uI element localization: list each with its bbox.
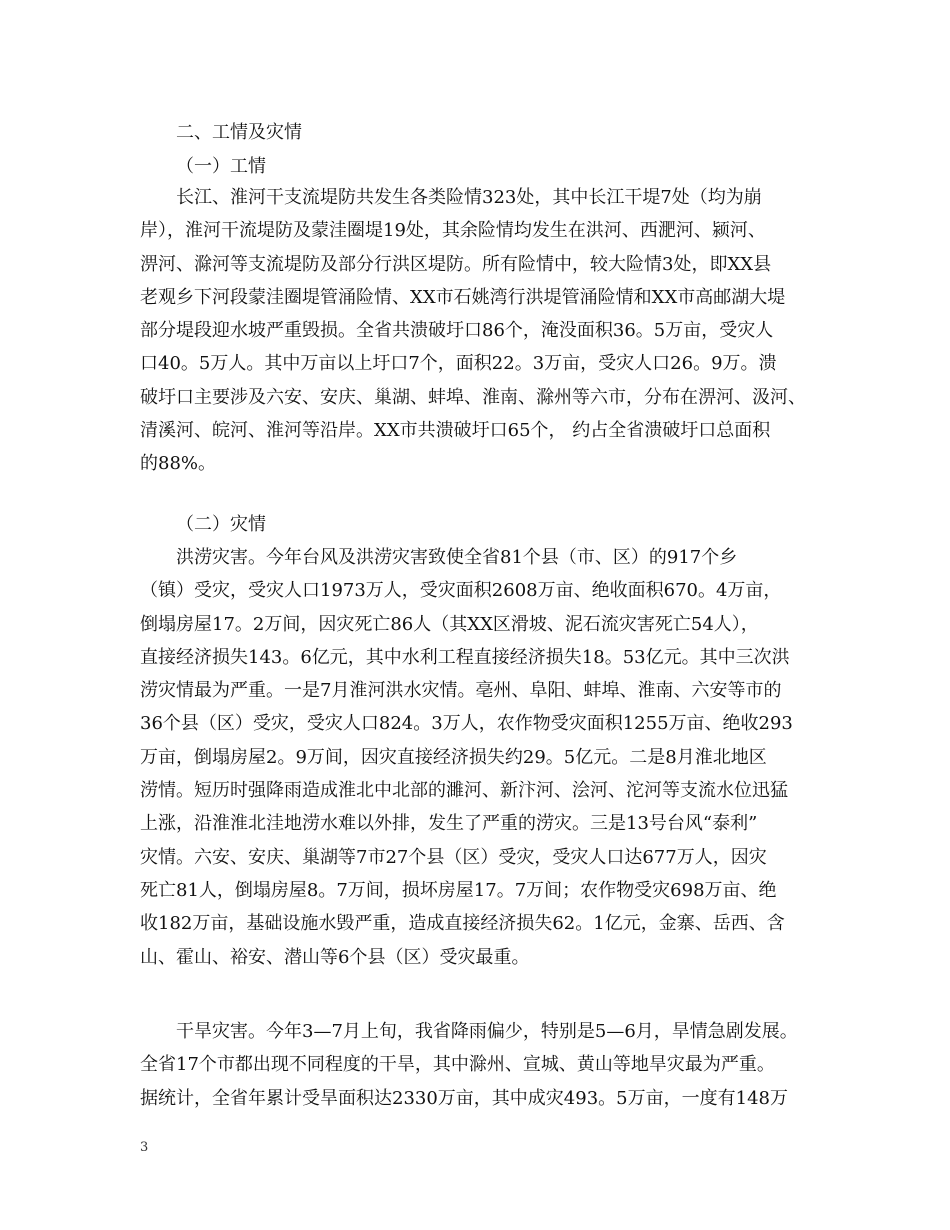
paragraph-work-conditions [140, 181, 815, 481]
paragraph-line: 长江、淮河干支流堤防共发生各类险情323处，其中长江干堤7处（均为崩 [176, 187, 762, 208]
paragraph-line: 倒塌房屋17。2万间，因灾死亡86人（其XX区滑坡、泥石流灾害死亡54人）， [140, 613, 759, 635]
page-number: 3 [140, 1140, 149, 1155]
paragraph-line: 的88%。 [140, 453, 217, 475]
paragraph-line: 山、霍山、裕安、潜山等6个县（区）受灾最重。 [140, 946, 530, 968]
paragraph-flood-disaster [140, 541, 815, 974]
paragraph-drought-disaster [140, 1015, 815, 1115]
paragraph-line: （镇）受灾，受灾人口1973万人，受灾面积2608万亩、绝收面积670。4万亩， [140, 580, 782, 602]
paragraph-line: 老观乡下河段蒙洼圈堤管涌险情、XX市石姚湾行洪堤管涌险情和XX市高邮湖大堤 [140, 286, 786, 308]
paragraph-line: 干旱灾害。今年3—7月上旬，我省降雨偏少，特别是5—6月，旱情急剧发展。 [176, 1021, 798, 1042]
subsection-title-work-conditions: （一）工情 [176, 156, 266, 177]
paragraph-line: 灾情。六安、安庆、巢湖等7市27个县（区）受灾，受灾人口达677万人，因灾 [140, 846, 767, 868]
paragraph-line: 死亡81人，倒塌房屋8。7万间，损坏房屋17。7万间；农作物受灾698万亩、绝 [140, 879, 777, 901]
paragraph-line: 清溪河、皖河、淮河等沿岸。XX市共溃破圩口65个， 约占全省溃破圩口总面积 [140, 420, 771, 442]
paragraph-line: 口40。5万人。其中万亩以上圩口7个，面积22。3万亩，受灾人口26。9万。溃 [140, 353, 777, 375]
paragraph-line: 据统计，全省年累计受旱面积达2330万亩，其中成灾493。5万亩，一度有148万 [140, 1087, 788, 1109]
section-title: 二、工情及灾情 [176, 122, 302, 143]
paragraph-line: 全省17个市都出现不同程度的干旱，其中滁州、宣城、黄山等地旱灾最为严重。 [140, 1054, 775, 1076]
paragraph-line: 收182万亩，基础设施水毁严重，造成直接经济损失62。1亿元，金寨、岳西、含 [140, 913, 785, 935]
paragraph-line: 破圩口主要涉及六安、安庆、巢湖、蚌埠、淮南、滁州等六市，分布在淠河、汲河、 [140, 386, 806, 408]
subsection-title-disaster-conditions: （二）灾情 [176, 514, 266, 535]
paragraph-line: 涝情。短历时强降雨造成淮北中北部的濉河、新汴河、浍河、沱河等支流水位迅猛 [140, 780, 788, 802]
paragraph-line: 淠河、滁河等支流堤防及部分行洪区堤防。所有险情中，较大险情3处，即XX县 [140, 253, 772, 275]
paragraph-line: 部分堤段迎水坡严重毁损。全省共溃破圩口86个，淹没面积36。5万亩，受灾人 [140, 320, 774, 342]
paragraph-line: 直接经济损失143。6亿元，其中水利工程直接经济损失18。53亿元。其中三次洪 [140, 646, 790, 668]
paragraph-line: 36个县（区）受灾，受灾人口824。3万人，农作物受灾面积1255万亩、绝收293 [140, 713, 793, 735]
paragraph-line: 洪涝灾害。今年台风及洪涝灾害致使全省81个县（市、区）的917个乡 [176, 547, 738, 568]
paragraph-line: 上涨，沿淮淮北洼地涝水难以外排，发生了严重的涝灾。三是13号台风“泰利” [140, 813, 758, 835]
paragraph-line: 涝灾情最为严重。一是7月淮河洪水灾情。亳州、阜阳、蚌埠、淮南、六安等市的 [140, 680, 782, 702]
paragraph-line: 岸），淮河干流堤防及蒙洼圈堤19处，其余险情均发生在洪河、西淝河、颍河、 [140, 220, 766, 242]
paragraph-line: 万亩，倒塌房屋2。9万间，因灾直接经济损失约29。5亿元。二是8月淮北地区 [140, 746, 767, 768]
